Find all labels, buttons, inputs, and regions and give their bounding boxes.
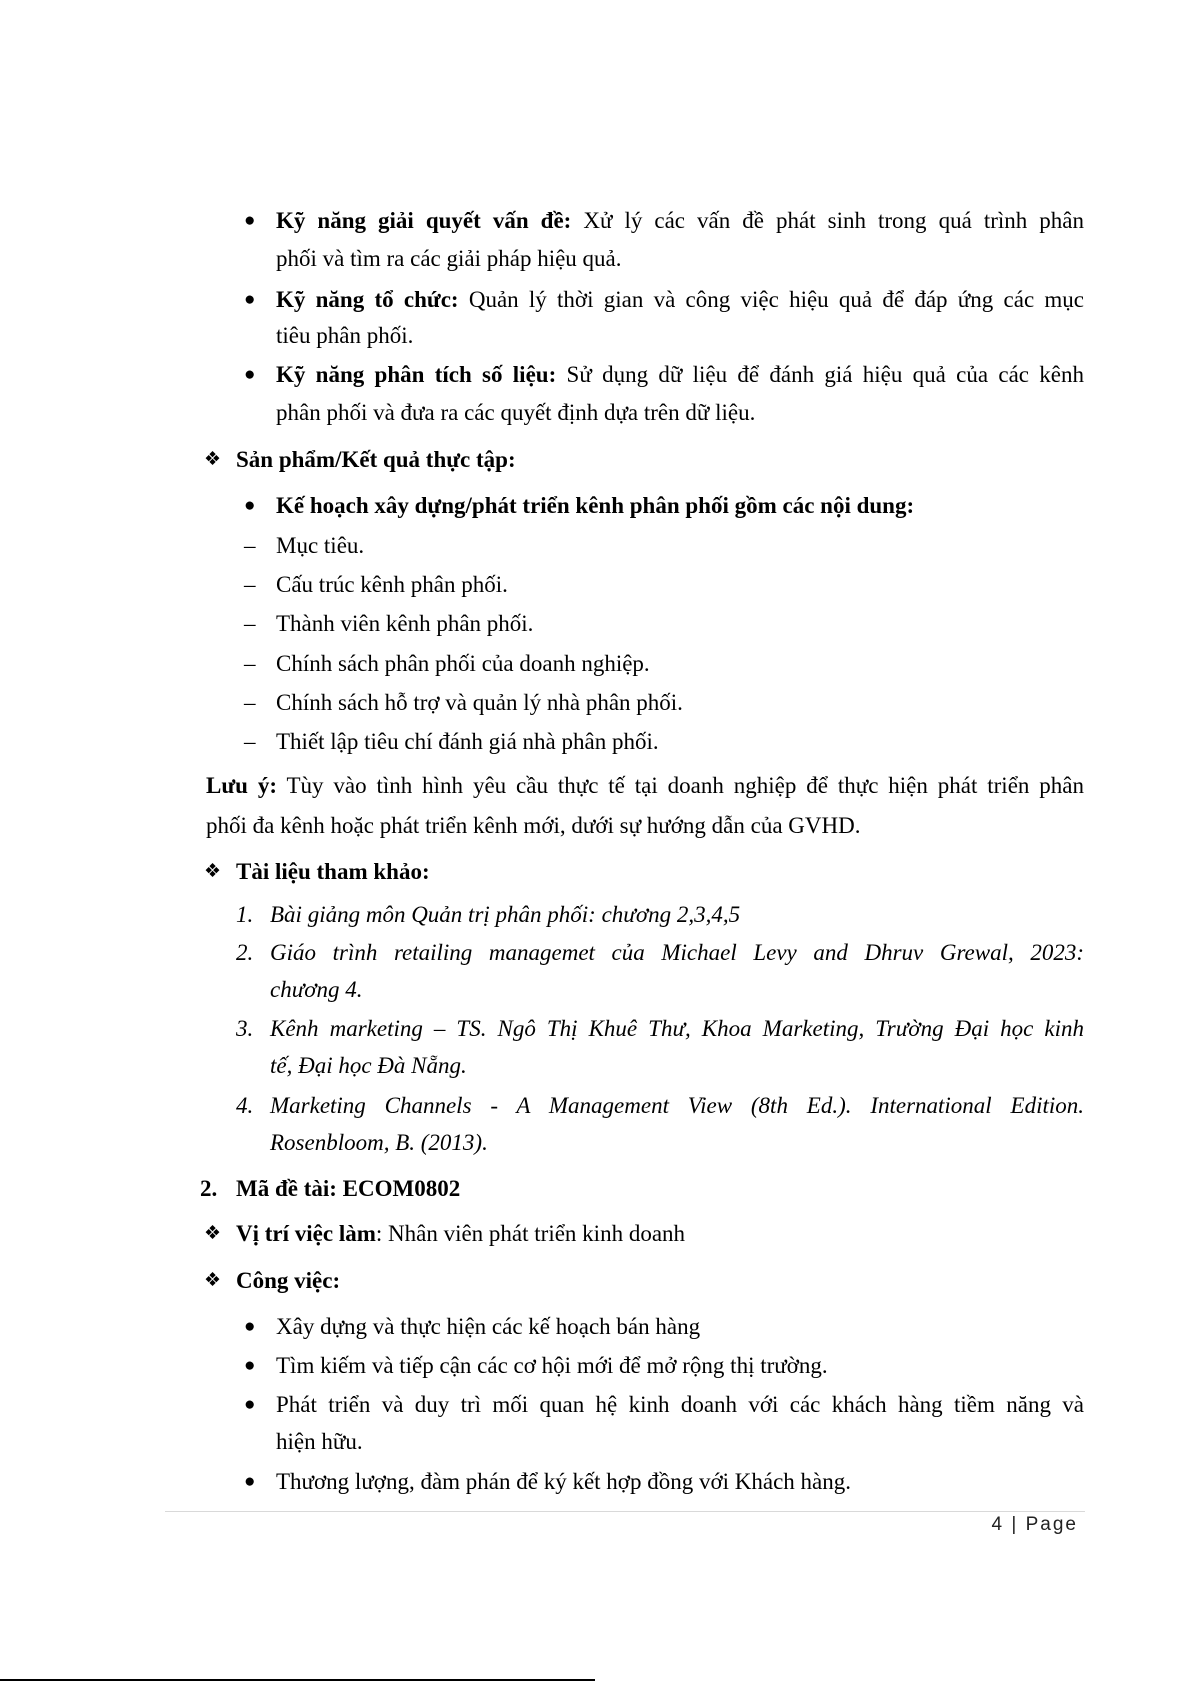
topic-title: Mã đề tài: ECOM0802 xyxy=(236,1176,461,1201)
skill-item-line2: tiêu phân phối. xyxy=(276,323,414,348)
dash-icon: – xyxy=(244,651,256,676)
products-heading: Sản phẩm/Kết quả thực tập: xyxy=(236,447,516,472)
diamond-bullet-icon: ❖ xyxy=(204,1223,222,1244)
page-label: Page xyxy=(1025,1514,1078,1535)
bullet-dot-icon: ● xyxy=(244,1316,256,1337)
position-label: Vị trí việc làm xyxy=(236,1221,376,1246)
list-item: Mục tiêu. xyxy=(276,533,365,558)
diamond-bullet-icon: ❖ xyxy=(204,1270,222,1291)
list-item: Chính sách hỗ trợ và quản lý nhà phân phối. xyxy=(276,690,683,715)
dash-icon: – xyxy=(244,533,256,558)
skill-label: Kỹ năng giải quyết vấn đề: xyxy=(276,208,572,233)
bullet-dot-icon: ● xyxy=(244,1355,256,1376)
work-item: Tìm kiếm và tiếp cận các cơ hội mới để mở rộng thị trường. xyxy=(276,1353,828,1378)
position-line xyxy=(236,1219,685,1249)
skill-text: Quản lý thời gian và công việc hiệu quả để đáp ứng các mục xyxy=(468,287,1085,312)
bullet-dot-icon: ● xyxy=(244,1471,256,1492)
diamond-bullet-icon: ❖ xyxy=(204,861,222,882)
work-item: Xây dựng và thực hiện các kế hoạch bán hàng xyxy=(276,1314,701,1339)
note-line2: phối đa kênh hoặc phát triển kênh mới, dưới sự hướng dẫn của GVHD. xyxy=(206,813,861,838)
dash-icon: – xyxy=(244,690,256,715)
list-item: Thiết lập tiêu chí đánh giá nhà phân phối. xyxy=(276,729,659,754)
footer-divider xyxy=(165,1511,1085,1512)
reference-line2: Rosenbloom, B. (2013). xyxy=(270,1130,488,1155)
reference-number: 1. xyxy=(236,902,254,927)
work-heading: Công việc: xyxy=(236,1268,341,1293)
reference-line2: chương 4. xyxy=(270,977,363,1002)
page-number: 4 xyxy=(991,1514,1005,1535)
reference-number: 2. xyxy=(236,940,254,965)
reference-line1: Kênh marketing – TS. Ngô Thị Khuê Thư, Khoa Marketing, Trường Đại học kinh xyxy=(270,1016,1084,1041)
list-item: Thành viên kênh phân phối. xyxy=(276,611,534,636)
page-footer xyxy=(992,1512,1078,1538)
list-item: Chính sách phân phối của doanh nghiệp. xyxy=(276,651,650,676)
dash-icon: – xyxy=(244,729,256,754)
reference-line1: Giáo trình retailing managemet của Michael Levy and Dhruv Grewal, 2023: xyxy=(270,940,1084,965)
skill-item-line1 xyxy=(276,360,1084,390)
reference-number: 3. xyxy=(236,1016,254,1041)
bullet-dot-icon: ● xyxy=(244,210,256,231)
references-heading: Tài liệu tham khảo: xyxy=(236,859,430,884)
bullet-dot-icon: ● xyxy=(244,364,256,385)
note-line1 xyxy=(206,771,1084,801)
reference-line1: Bài giảng môn Quản trị phân phối: chương 2,3,4,5 xyxy=(270,902,741,927)
reference-line1: Marketing Channels - A Management View (8th Ed.). International Edition. xyxy=(270,1093,1084,1118)
skill-item-line2: phối và tìm ra các giải pháp hiệu quả. xyxy=(276,246,622,271)
note-label: Lưu ý: xyxy=(206,773,277,798)
topic-number: 2. xyxy=(200,1176,218,1201)
work-item: Thương lượng, đàm phán để ký kết hợp đồng với Khách hàng. xyxy=(276,1469,852,1494)
work-item: Phát triển và duy trì mối quan hệ kinh doanh với các khách hàng tiềm năng và xyxy=(276,1392,1084,1417)
diamond-bullet-icon: ❖ xyxy=(204,449,222,470)
position-value: : Nhân viên phát triển kinh doanh xyxy=(375,1221,686,1246)
skill-item-line1 xyxy=(276,285,1084,315)
bottom-divider xyxy=(0,1679,595,1681)
plan-title: Kế hoạch xây dựng/phát triển kênh phân phối gồm các nội dung: xyxy=(276,493,915,518)
work-item-line2: hiện hữu. xyxy=(276,1429,363,1454)
dash-icon: – xyxy=(244,572,256,597)
bullet-dot-icon: ● xyxy=(244,495,256,516)
skill-text: Sử dụng dữ liệu để đánh giá hiệu quả của các kênh xyxy=(566,362,1084,387)
skill-label: Kỹ năng phân tích số liệu: xyxy=(276,362,557,387)
page-separator: | xyxy=(1011,1514,1019,1535)
bullet-dot-icon: ● xyxy=(244,1394,256,1415)
bullet-dot-icon: ● xyxy=(244,289,256,310)
skill-text: Xử lý các vấn đề phát sinh trong quá trình phân xyxy=(583,208,1084,233)
reference-number: 4. xyxy=(236,1093,254,1118)
note-text: Tùy vào tình hình yêu cầu thực tế tại doanh nghiệp để thực hiện phát triển phân xyxy=(286,773,1085,798)
skill-label: Kỹ năng tổ chức: xyxy=(276,287,459,312)
list-item: Cấu trúc kênh phân phối. xyxy=(276,572,508,597)
skill-item-line1 xyxy=(276,206,1084,236)
skill-item-line2: phân phối và đưa ra các quyết định dựa trên dữ liệu. xyxy=(276,400,756,425)
dash-icon: – xyxy=(244,611,256,636)
reference-line2: tế, Đại học Đà Nẵng. xyxy=(270,1053,467,1078)
